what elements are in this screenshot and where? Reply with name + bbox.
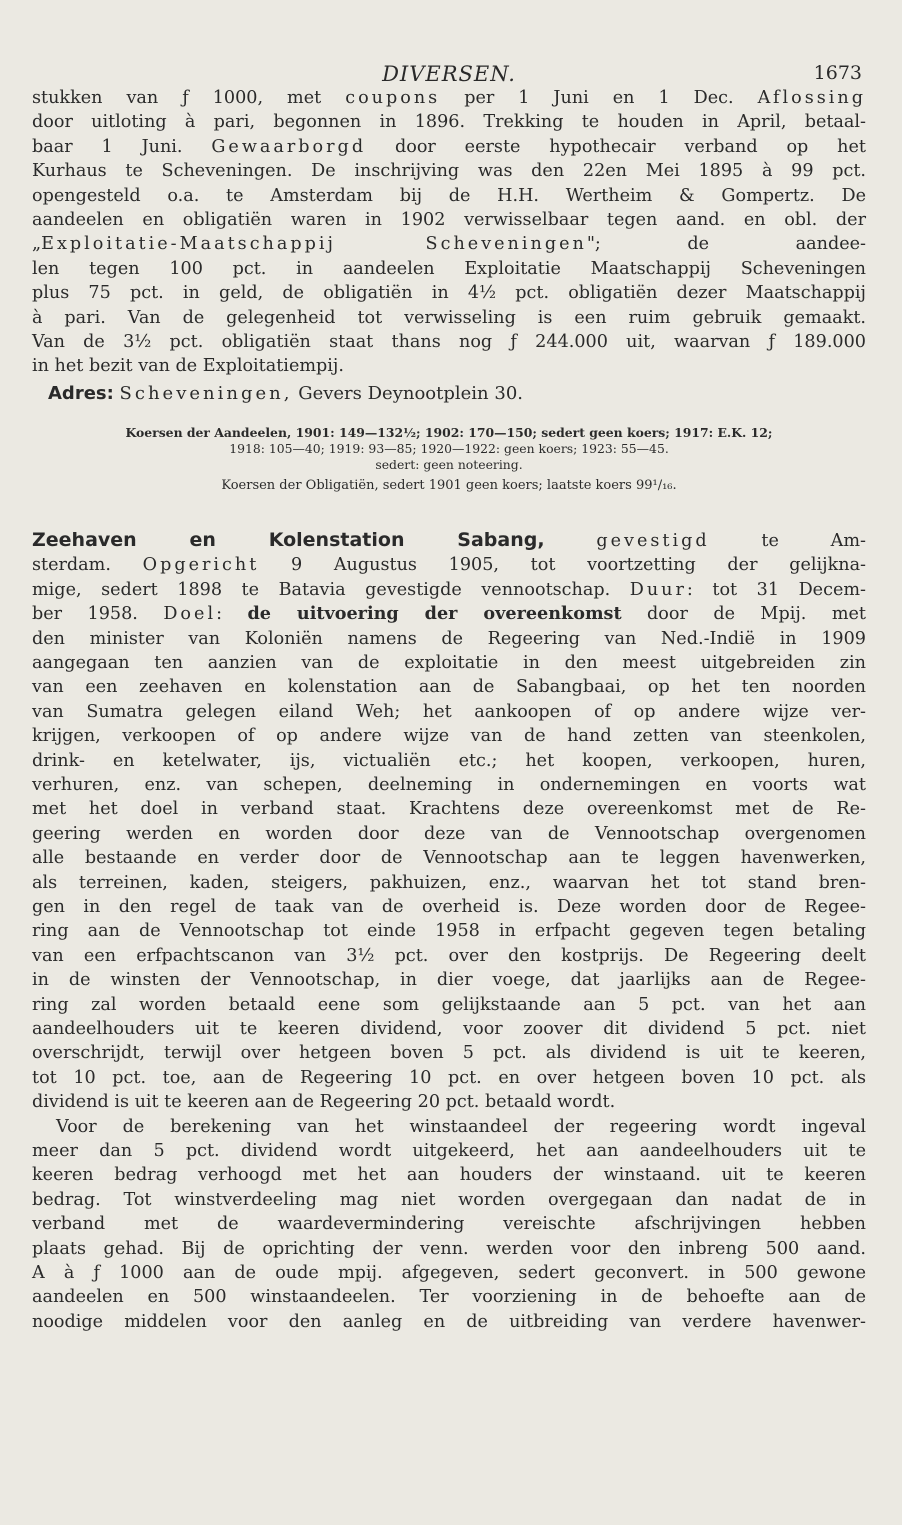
text-line <box>32 1066 866 1090</box>
text-line <box>32 871 866 895</box>
text-segment: geering werden en worden door deze van de Vennootschap overgenomen <box>32 823 866 844</box>
text-line <box>32 822 866 846</box>
text-segment: verhuren, enz. van schepen, deelneming in ondernemingen en voorts wat <box>32 774 866 795</box>
text-segment: Kurhaus te Scheveningen. De inschrijving was den 22en Mei 1895 à 99 pct. <box>32 161 866 182</box>
text-line <box>32 1285 866 1309</box>
text-line <box>32 553 866 577</box>
text-segment: Exploitatie-Maatschappij Scheveningen <box>41 234 587 255</box>
text-segment: in het bezit van de Exploitatiempij. <box>32 356 344 377</box>
text-segment: opengesteld o.a. te Amsterdam bij de H.H. Wertheim & Gompertz. De <box>32 185 866 206</box>
text-line <box>32 135 866 159</box>
text-segment: mige, sedert 1898 te Batavia gevestigde vennootschap. <box>32 579 630 600</box>
text-line <box>32 651 866 675</box>
text-segment: per 1 Juni en 1 Dec. <box>440 88 758 108</box>
text-segment: den minister van Koloniën namens de Regeering van Ned.-Indië in 1909 <box>32 628 866 649</box>
address-street: Gevers Deynootplein 30. <box>298 382 524 404</box>
text-segment: à pari. Van de gelegenheid tot verwisseling is een ruim gebruik gemaakt. <box>32 307 866 328</box>
text-segment: ƒ <box>93 1263 100 1284</box>
text-segment: ring aan de Vennootschap tot einde 1958 in erfpacht gegeven tegen betaling <box>32 921 866 942</box>
text-segment: keeren bedrag verhoogd met het aan houders der winstaand. uit te keeren <box>32 1165 866 1186</box>
text-line <box>32 208 866 232</box>
text-line <box>32 993 866 1017</box>
text-segment: verband met de waardevermindering vereischte afschrijvingen hebben <box>32 1214 866 1235</box>
sabang-entry-cont <box>32 1115 866 1335</box>
text-segment: : tot 31 Decem- <box>686 579 866 600</box>
text-segment: tot 10 pct. toe, aan de Regeering 10 pct. en over hetgeen boven 10 pct. als <box>32 1067 866 1088</box>
text-segment: Zeehaven en Kolenstation Sabang, <box>32 528 545 551</box>
text-segment: 1000 aan de oude mpij. afgegeven, sedert geconvert. in 500 gewone <box>99 1263 866 1284</box>
text-line <box>32 724 866 748</box>
text-line <box>32 773 866 797</box>
text-segment: door uitloting à pari, begonnen in 1896. Trekking te houden in April, betaal- <box>32 112 866 133</box>
text-segment: 244.000 uit, waarvan <box>516 332 769 353</box>
text-segment: krijgen, verkoopen of op andere wijze van de hand zetten van steenkolen, <box>32 726 866 747</box>
text-line <box>32 1261 866 1285</box>
text-line <box>32 1139 866 1163</box>
text-line <box>32 1090 866 1114</box>
text-segment: Aflossing <box>757 88 867 108</box>
text-segment <box>545 531 597 551</box>
text-segment: A à <box>32 1263 94 1284</box>
text-line <box>32 846 866 870</box>
text-line <box>32 159 866 183</box>
text-line <box>32 797 866 821</box>
koersen-aandeelen: Koersen der Aandeelen, 1901: 149—132½; 1902: 170—150; sedert geen koers; 1917: E.K. 12; <box>125 424 773 440</box>
running-title: DIVERSEN. <box>382 62 516 86</box>
text-line <box>32 184 866 208</box>
text-line <box>32 602 866 626</box>
text-line <box>32 675 866 699</box>
text-segment: Doel <box>163 604 217 625</box>
text-segment: gevestigd <box>596 530 710 551</box>
text-line <box>32 1115 866 1139</box>
text-segment: in de winsten der Vennootschap, in dier voege, dat jaarlijks aan de Regee- <box>32 970 866 991</box>
address-label: Adres: <box>48 382 114 404</box>
text-segment: Van de 3½ pct. obligatiën staat thans nog <box>32 332 511 353</box>
text-segment: "; de aandee- <box>586 234 866 255</box>
text-segment: aandeelen en 500 winstaandeelen. Ter voorziening in de behoefte aan de <box>32 1287 866 1308</box>
text-segment: als terreinen, kaden, steigers, pakhuizen, enz., waarvan het tot stand bren- <box>32 872 866 893</box>
text-segment: te Am- <box>709 530 866 551</box>
text-line <box>32 354 866 378</box>
page-header <box>32 52 866 86</box>
text-line <box>32 1310 866 1334</box>
text-segment: ring zal worden betaald eene som gelijkstaande aan 5 pct. van het aan <box>32 994 866 1015</box>
text-segment: ƒ <box>510 332 517 353</box>
text-segment: : <box>216 604 248 625</box>
text-segment: ƒ <box>768 332 775 353</box>
text-line <box>32 944 866 968</box>
text-segment: 189.000 <box>775 332 866 353</box>
text-segment: ƒ <box>182 88 189 108</box>
text-segment: 1000, met <box>188 88 346 108</box>
text-segment: gen in den regel de taak van de overheid is. Deze worden door de Regee- <box>32 896 866 917</box>
text-line <box>32 1212 866 1236</box>
text-segment: drink- en ketelwater, ijs, victualiën etc.; het koopen, verkoopen, huren, <box>32 750 866 771</box>
text-segment: Duur <box>629 579 687 600</box>
text-segment: bedrag. Tot winstverdeeling mag niet worden overgegaan dan nadat de in <box>32 1189 866 1210</box>
text-line <box>32 281 866 305</box>
text-segment: plaats gehad. Bij de oprichting der venn. werden voor den inbreng 500 aand. <box>32 1238 866 1259</box>
text-line <box>32 627 866 651</box>
text-segment: door eerste hypothecair verband op het <box>366 136 866 157</box>
text-segment: baar 1 Juni. <box>32 136 212 157</box>
text-segment: 9 Augustus 1905, tot voortzetting der gelijkna- <box>259 555 866 576</box>
text-line <box>32 86 866 110</box>
text-line <box>32 578 866 602</box>
entry-continuation <box>32 86 866 379</box>
text-segment: alle bestaande en verder door de Vennootschap aan te leggen havenwerken, <box>32 848 866 869</box>
address-city: Scheveningen, <box>119 382 293 404</box>
text-line <box>32 257 866 281</box>
text-segment: van Sumatra gelegen eiland Weh; het aankoopen of op andere wijze ver- <box>32 701 866 722</box>
text-line <box>32 700 866 724</box>
text-line <box>32 306 866 330</box>
koersen-obligatien: Koersen der Obligatiën, sedert 1901 geen koers; laatste koers 99¹/₁₆. <box>221 477 677 493</box>
text-segment: plus 75 pct. in geld, de obligatiën in 4½ pct. obligatiën dezer Maatschappij <box>32 283 866 304</box>
koersen-noteering: sedert: geen noteering. <box>375 456 523 472</box>
text-line <box>32 1017 866 1041</box>
text-line <box>32 919 866 943</box>
text-segment: noodige middelen voor den aanleg en de uitbreiding van verdere havenwer- <box>32 1311 866 1332</box>
text-segment: Gewaarborgd <box>211 136 367 157</box>
text-segment: coupons <box>345 88 441 108</box>
text-line <box>32 110 866 134</box>
text-segment: len tegen 100 pct. in aandeelen Exploitatie Maatschappij Scheveningen <box>32 258 866 279</box>
text-segment: overschrijdt, terwijl over hetgeen boven 5 pct. als dividend is uit te keeren, <box>32 1043 866 1064</box>
text-segment: door de Mpij. met <box>621 604 866 625</box>
text-segment: sterdam. <box>32 555 143 576</box>
koersen-block <box>32 425 866 494</box>
text-segment: „ <box>32 234 42 255</box>
text-segment: stukken van <box>32 88 183 108</box>
text-line <box>32 1237 866 1261</box>
text-line <box>32 1041 866 1065</box>
sabang-entry <box>32 528 866 1115</box>
text-line <box>32 1163 866 1187</box>
text-segment: Opgericht <box>142 555 260 576</box>
koersen-aandeelen-cont: 1918: 105—40; 1919: 93—85; 1920—1922: geen koers; 1923: 55—45. <box>229 440 669 456</box>
text-line <box>32 232 866 256</box>
text-line <box>32 749 866 773</box>
address-line <box>48 381 866 407</box>
text-segment: aandeelen en obligatiën waren in 1902 verwisselbaar tegen aand. en obl. der <box>32 210 866 231</box>
text-segment: aangegaan ten aanzien van de exploitatie in den meest uitgebreiden zin <box>32 652 866 673</box>
text-segment: de uitvoering der overeenkomst <box>247 603 622 625</box>
text-line <box>32 330 866 354</box>
page-number: 1673 <box>813 62 862 84</box>
text-segment: dividend is uit te keeren aan de Regeering 20 pct. betaald wordt. <box>32 1092 616 1113</box>
text-segment: aandeelhouders uit te keeren dividend, voor zoover dit dividend 5 pct. niet <box>32 1019 866 1039</box>
text-line <box>32 1188 866 1212</box>
text-segment: van een erfpachtscanon van 3½ pct. over den kostprijs. De Regeering deelt <box>32 945 866 966</box>
text-line <box>32 528 866 553</box>
text-segment: Voor de berekening van het winstaandeel der regeering wordt ingeval <box>56 1116 866 1137</box>
text-line <box>32 968 866 992</box>
text-segment: met het doel in verband staat. Krachtens deze overeenkomst met de Re- <box>32 799 866 820</box>
text-segment: ber 1958. <box>32 604 164 625</box>
text-segment: van een zeehaven en kolenstation aan de Sabangbaai, op het ten noorden <box>32 677 866 698</box>
text-line <box>32 895 866 919</box>
text-segment: meer dan 5 pct. dividend wordt uitgekeerd, het aan aandeelhouders uit te <box>32 1141 866 1162</box>
